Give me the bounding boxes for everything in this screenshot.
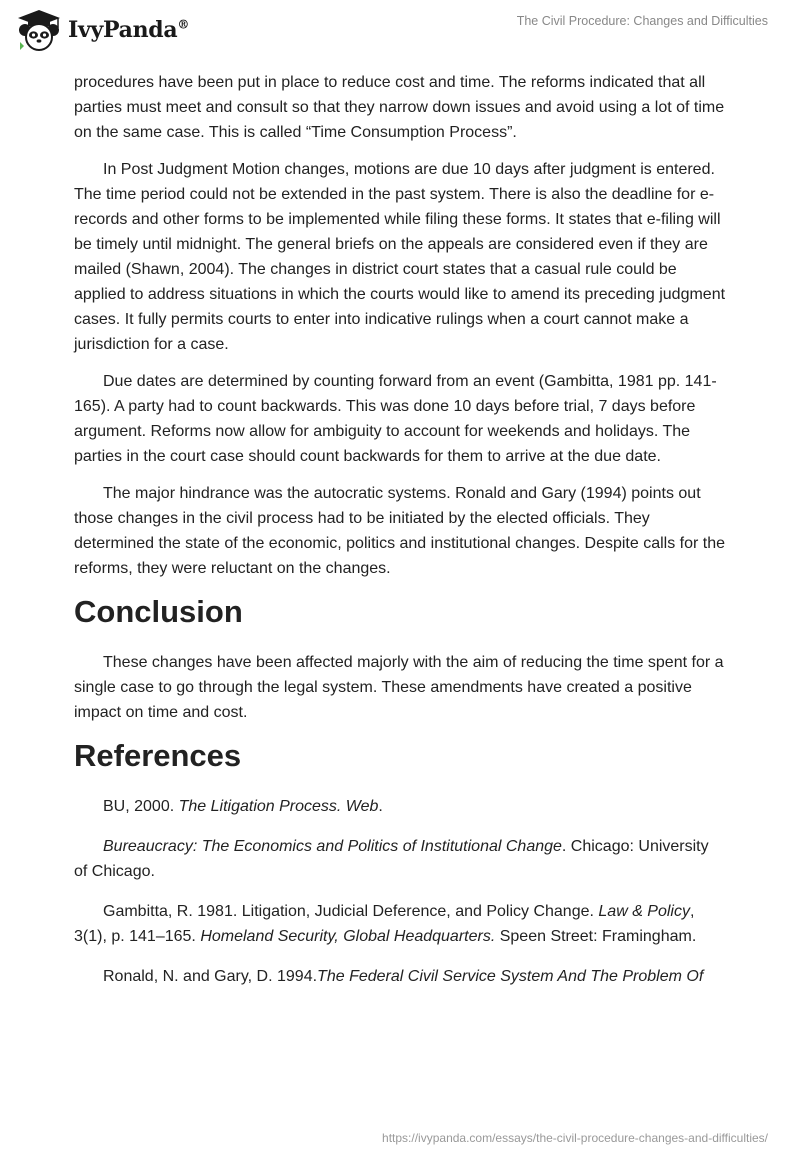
reference-item: Bureaucracy: The Economics and Politics of Institutional Change. Chicago: University of Chicago. <box>74 838 709 880</box>
brand-logo[interactable] <box>16 8 189 52</box>
footer-url[interactable]: https://ivypanda.com/essays/the-civil-procedure-changes-and-difficulties/ <box>382 1131 768 1145</box>
body-paragraph: Due dates are determined by counting forward from an event (Gambitta, 1981 pp. 141-165). A party had to count backwards. This was done 10 days before trial, 7 days before argument. Reforms now allow for ambiguity to account for weekends and holidays. The parties in the court case should count backwards for them to arrive at the due date. <box>74 373 717 465</box>
reference-item: Gambitta, R. 1981. Litigation, Judicial Deference, and Policy Change. Law & Policy, 3(1), p. 141–165. Homeland Security, Global Headquarters. Speen Street: Framingham. <box>74 903 697 945</box>
document-title: The Civil Procedure: Changes and Difficulties <box>516 14 768 28</box>
body-paragraph: The major hindrance was the autocratic systems. Ronald and Gary (1994) points out those changes in the civil process had to be initiated by the elected officials. They determined the state of the economic, politics and institutional changes. Despite calls for the reforms, they were reluctant on the changes. <box>74 485 726 577</box>
conclusion-heading: Conclusion <box>74 594 243 629</box>
panda-graduate-icon <box>16 8 62 52</box>
body-paragraph: procedures have been put in place to reduce cost and time. The reforms indicated that all parties must meet and consult so that they narrow down issues and avoid using a lot of time on the same case. This is called “Time Consumption Process”. <box>74 74 725 141</box>
reference-item: BU, 2000. The Litigation Process. Web. <box>103 798 383 815</box>
essay-content <box>74 70 726 1004</box>
page-header <box>0 0 800 70</box>
references-heading: References <box>74 738 242 773</box>
conclusion-paragraph: These changes have been affected majorly with the aim of reducing the time spent for a single case to go through the legal system. These amendments have created a positive impact on time and cost. <box>74 654 724 721</box>
body-paragraph: In Post Judgment Motion changes, motions are due 10 days after judgment is entered. The time period could not be extended in the past system. There is also the deadline for e-records and other forms to be implemented while filing these forms. It states that e-filing will be timely until midnight. The general briefs on the appeals are considered even if they are mailed (Shawn, 2004). The changes in district court states that a casual rule could be applied to address situations in which the courts would like to amend its preceding judgment cases. It fully permits courts to enter into indicative rulings when a court cannot make a jurisdiction for a case. <box>74 161 726 353</box>
reference-item: Ronald, N. and Gary, D. 1994.The Federal Civil Service System And The Problem Of <box>103 968 704 985</box>
brand-name: IvyPanda® <box>68 17 190 43</box>
